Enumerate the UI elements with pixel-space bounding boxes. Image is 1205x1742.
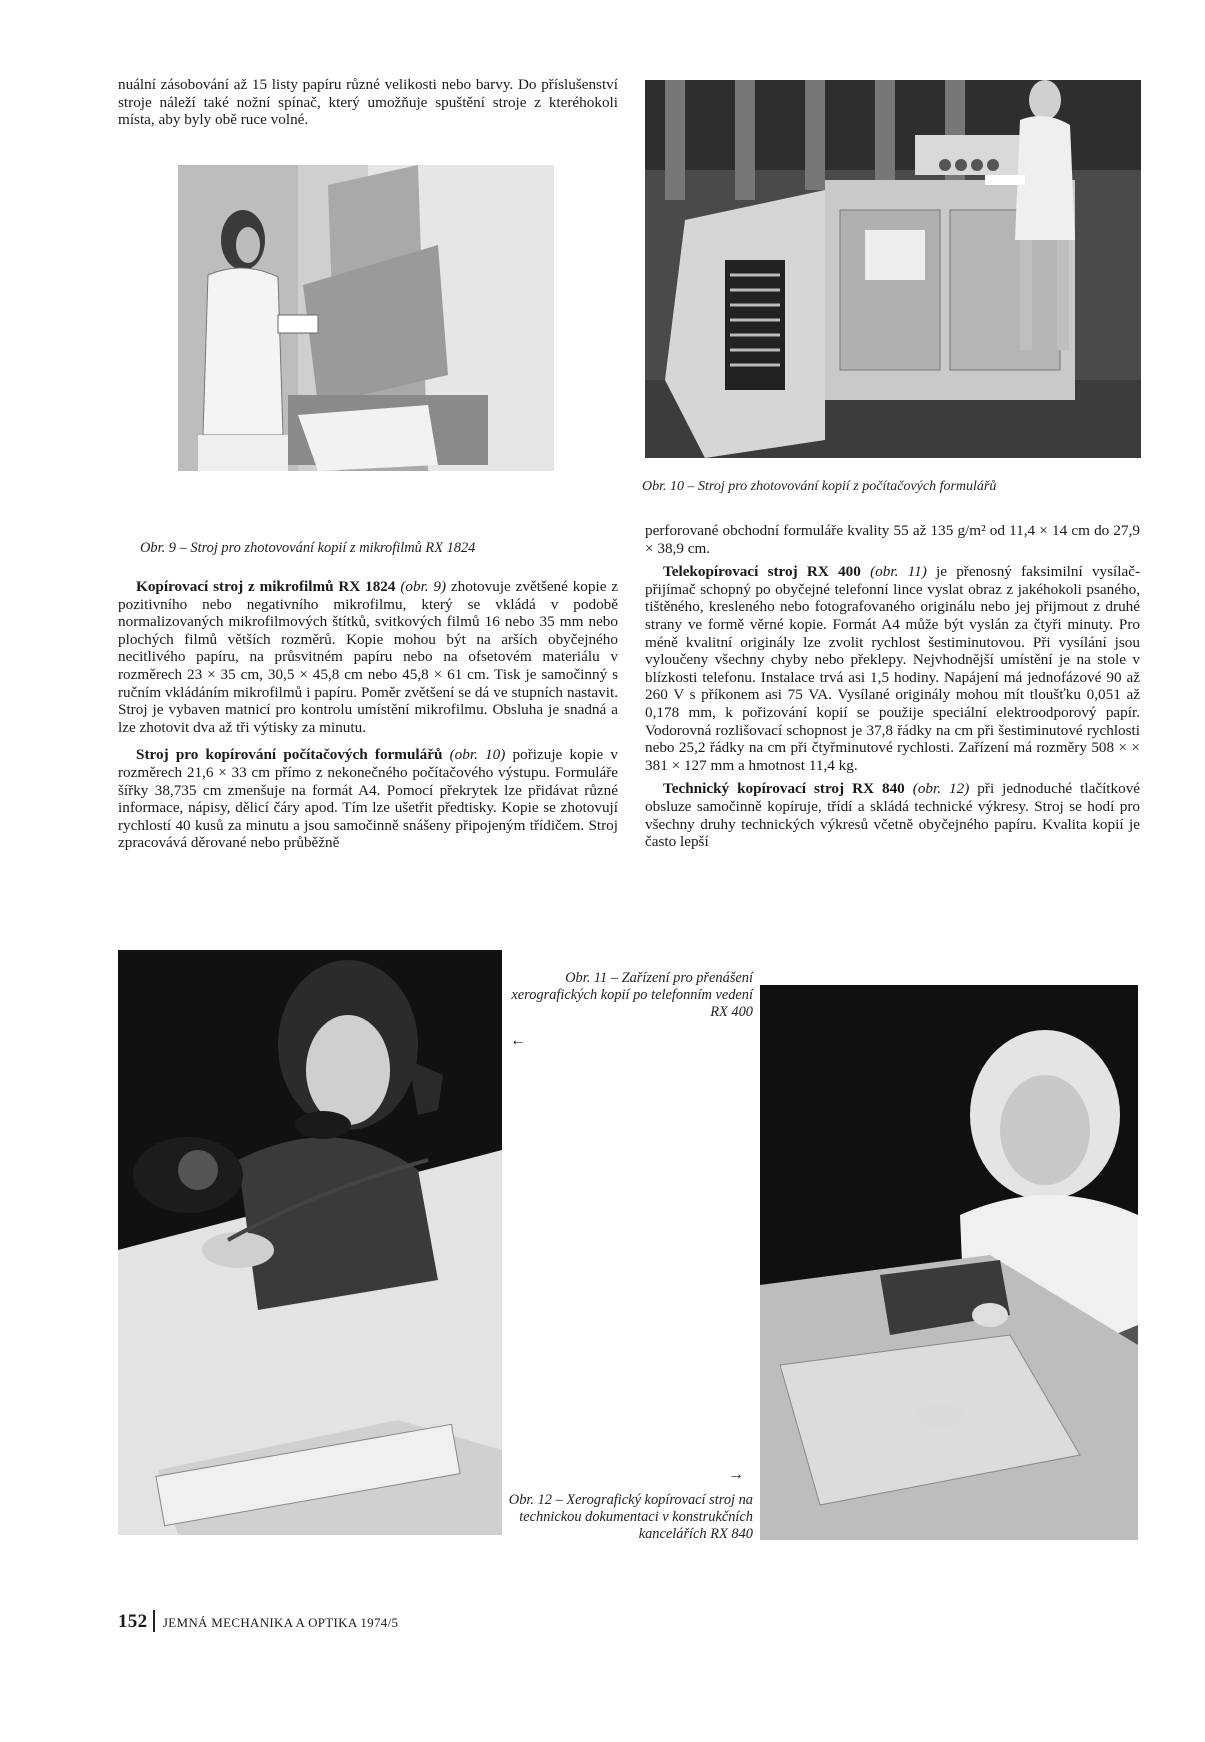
figure-9-photo (178, 165, 554, 471)
rx840-text: při jednoduché tlačítkové obsluze samočinně kopíruje, třídí a skládá technické výkresy. Stroj se hodí pro všechny druhy technických výkresů včetně obyčejného papíru. Kvalita kopií je často lepší (645, 780, 1141, 851)
rx400-paragraph (645, 563, 1140, 774)
rx400-heading: Telekopírovací stroj RX 400 (663, 563, 861, 581)
rx840-paragraph (645, 780, 1140, 850)
journal-name: JEMNÁ MECHANIKA A OPTIKA 1974/5 (162, 1615, 399, 1630)
figure-12-photo (760, 985, 1138, 1540)
rx1824-text: zhotovuje zvětšené kopie z pozitivního nebo negativního mikrofilmu, který se vkládá v podobě normalizovaných mikrofilmových štítků, svitkových filmů 16 nebo 35 mm nebo plochých filmů větších rozměrů. Kopie mohou být na arších obyčejného necitlivého papíru, na průsvitném papíru nebo na ofsetovém materiálu v rozměrech 23 × 35 cm, 30,5 × 45,8 cm nebo 45,8 × 61 cm. Tisk je samočinný s ručním vkládáním mikrofilmů i papíru. Poměr zvětšení se dá ve stupních nastavit. Stroj je vybaven matnicí pro kontrolu umístění mikrofilmu. Obsluha je snadná a lze zhotovit dva až tři výtisky za minutu. (118, 578, 619, 736)
page-footer (118, 1610, 398, 1633)
left-column-body (118, 578, 618, 852)
figure-12-caption: Obr. 12 – Xerografický kopírovací stroj na technickou dokumentaci v konstrukčních kancelářích RX 840 (508, 1492, 753, 1542)
rx1824-paragraph (118, 578, 618, 736)
right-column-body (645, 522, 1140, 851)
formular-text: pořizuje kopie v rozměrech 21,6 × 33 cm přímo z nekonečného počítačového výstupu. Formuláře šířky 38,735 cm zmenšuje na formát A4. Pomocí překrytek lze přidávat různé informace, nápisy, dělicí čáry apod. Tím lze ušetřit předtisky. Kopie se zhotovují rychlostí 40 kusů za minutu a jsou samočinně snášeny připojeným třídičem. Stroj zpracovává děrované nebo průběžně (118, 746, 619, 852)
rx1824-heading: Kopírovací stroj z mikrofilmů RX 1824 (136, 578, 396, 595)
formular-heading: Stroj pro kopírování počítačových formulářů (136, 746, 443, 764)
figure-11-arrow: ← (510, 1032, 526, 1049)
rx400-text: je přenosný faksimilní vysílač-přijímač schopný po obyčejné telefonní lince vyslat obraz z jakéhokoli psaného, tištěného, kresleného nebo fotografovaného originálu nebo jej přijmout z druhé strany ve formě věrné kopie. Formát A4 může být vyslán za čtyři minuty. Pro méně kvalitní originály lze zvolit rychlost šestiminutovou. Při vysílání jsou vyloučeny všechny chyby nebo překlepy. Nejvhodnější umístění je na stole v blízkosti telefonu. Instalace trvá asi 1,5 hodiny. Napájení má jednofázové 90 až 260 V s příkonem asi 75 VA. Vysílané originály mohou mít tloušťku 0,051 až 0,178 mm, k pořizování kopií se použije speciální elektroodporový papír. Vodorovná rozlišovací schopnost je 37,8 řádky na cm při šestiminutové rychlosti nebo 25,2 řádky na cm při čtyřminutové rychlosti. Zařízení má rozměry 508 × × 381 × 127 mm a hmotnost 11,4 kg. (645, 563, 1141, 774)
intro-paragraph (118, 76, 618, 129)
figure-11-photo (118, 950, 502, 1535)
page-number: 152 (118, 1611, 148, 1632)
continuation-paragraph: perforované obchodní formuláře kvality 55 až 135 g/m² od 11,4 × 14 cm do 27,9 × 38,9 cm. (645, 522, 1140, 557)
footer-divider (153, 1610, 155, 1632)
intro-text: nuální zásobování až 15 listy papíru různé velikosti nebo barvy. Do příslušenství stroje náleží také nožní spínač, který umožňuje spuštění stroje z kteréhokoli místa, aby byly obě ruce volné. (118, 76, 618, 129)
rx1824-figure-ref: (obr. 9) (400, 578, 447, 595)
figure-11-caption: Obr. 11 – Zařízení pro přenášení xerografických kopií po telefonním vedení RX 400 (511, 970, 753, 1020)
formular-figure-ref: (obr. 10) (449, 746, 506, 764)
rx840-heading: Technický kopírovací stroj RX 840 (663, 780, 905, 798)
formular-paragraph (118, 746, 618, 852)
figure-9-caption: Obr. 9 – Stroj pro zhotovování kopií z mikrofilmů RX 1824 (140, 540, 476, 556)
figure-12-arrow: → (728, 1466, 744, 1483)
figure-10-photo (645, 80, 1141, 458)
figure-10-caption: Obr. 10 – Stroj pro zhotovování kopií z počítačových formulářů (642, 479, 997, 494)
rx840-figure-ref: (obr. 12) (912, 780, 970, 798)
rx400-figure-ref: (obr. 11) (870, 563, 927, 581)
